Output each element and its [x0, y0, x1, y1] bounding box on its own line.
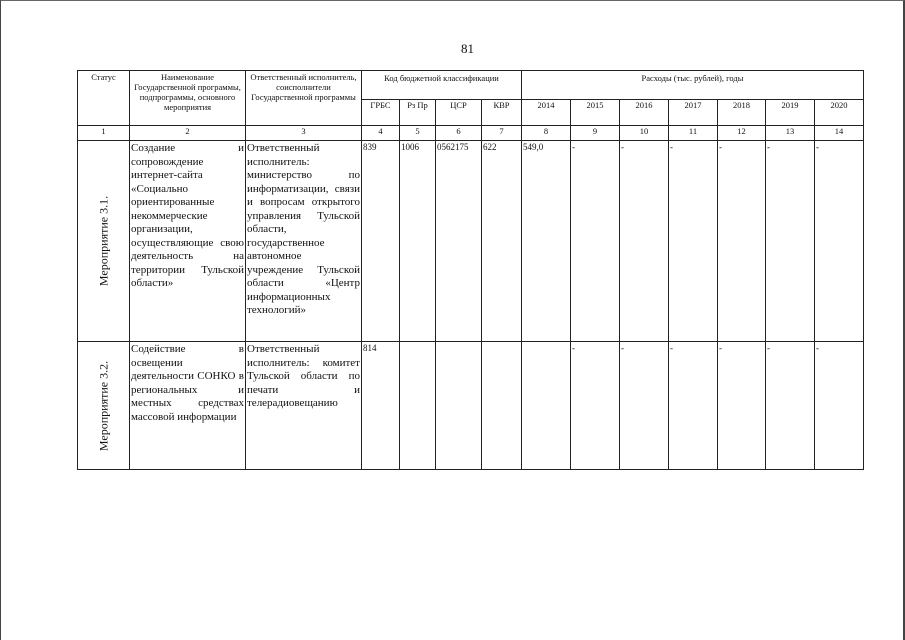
- value-cell: -: [815, 342, 864, 470]
- value-cell: -: [571, 141, 620, 342]
- grbs-cell: 814: [362, 342, 400, 470]
- header-status: Статус: [78, 71, 130, 126]
- header-row-1: [78, 71, 864, 100]
- status-cell: [78, 342, 130, 470]
- column-number: 10: [620, 126, 669, 141]
- value-cell: [522, 342, 571, 470]
- rzpr-cell: [400, 342, 436, 470]
- table-row: [78, 141, 864, 342]
- responsible-cell: Ответственный исполнитель: министерство по информатизации, связи и вопросам открытого управления Тульской области, государственное автономное учреждение Тульской области «Центр информационных технологий»: [246, 141, 362, 342]
- value-cell: -: [718, 141, 766, 342]
- column-number: 6: [436, 126, 482, 141]
- status-text: Мероприятие 3.2.: [95, 360, 110, 451]
- column-number: 8: [522, 126, 571, 141]
- column-number: 5: [400, 126, 436, 141]
- value-cell: -: [766, 342, 815, 470]
- name-cell: Содействие в освещении деятельности СОНКО в региональных и местных средствах массовой информации: [130, 342, 246, 470]
- column-number: 3: [246, 126, 362, 141]
- grbs-cell: 839: [362, 141, 400, 342]
- column-number: 12: [718, 126, 766, 141]
- header-year: 2015: [571, 100, 620, 126]
- header-year: 2017: [669, 100, 718, 126]
- value-cell: -: [669, 342, 718, 470]
- header-expenses: Расходы (тыс. рублей), годы: [522, 71, 864, 100]
- value-cell: -: [669, 141, 718, 342]
- budget-table: [77, 70, 864, 470]
- value-cell: -: [766, 141, 815, 342]
- table-row: [78, 342, 864, 470]
- header-year: 2016: [620, 100, 669, 126]
- rzpr-cell: 1006: [400, 141, 436, 342]
- csr-cell: [436, 342, 482, 470]
- status-text: Мероприятие 3.1.: [95, 195, 110, 287]
- page-number: 81: [461, 41, 474, 56]
- value-cell: -: [718, 342, 766, 470]
- column-number-row: [78, 126, 864, 141]
- column-number: 4: [362, 126, 400, 141]
- value-cell: -: [815, 141, 864, 342]
- column-number: 13: [766, 126, 815, 141]
- header-year: 2018: [718, 100, 766, 126]
- header-budget-code: Код бюджетной классификации: [362, 71, 522, 100]
- column-number: 11: [669, 126, 718, 141]
- header-year: 2019: [766, 100, 815, 126]
- header-name: Наименование Государственной программы, подпрограммы, основного мероприятия: [130, 71, 246, 126]
- name-cell: Создание и сопровождение интернет-сайта «Социально ориентированные некоммерческие организации, осуществляющие свою деятельность на территории Тульской области»: [130, 141, 246, 342]
- header-code-grbs: ГРБС: [362, 100, 400, 126]
- value-cell: -: [571, 342, 620, 470]
- csr-cell: 0562175: [436, 141, 482, 342]
- header-code-csr: ЦСР: [436, 100, 482, 126]
- header-code-rzpr: Рз Пр: [400, 100, 436, 126]
- value-cell: -: [620, 342, 669, 470]
- header-year: 2014: [522, 100, 571, 126]
- header-year: 2020: [815, 100, 864, 126]
- header-code-kvr: КВР: [482, 100, 522, 126]
- kvr-cell: [482, 342, 522, 470]
- column-number: 9: [571, 126, 620, 141]
- column-number: 2: [130, 126, 246, 141]
- column-number: 1: [78, 126, 130, 141]
- status-cell: [78, 141, 130, 342]
- value-cell: 549,0: [522, 141, 571, 342]
- header-responsible: Ответственный исполнитель, соисполнители Государственной программы: [246, 71, 362, 126]
- value-cell: -: [620, 141, 669, 342]
- kvr-cell: 622: [482, 141, 522, 342]
- responsible-cell: Ответственный исполнитель: комитет Тульской области по печати и телерадиовещанию: [246, 342, 362, 470]
- column-number: 7: [482, 126, 522, 141]
- column-number: 14: [815, 126, 864, 141]
